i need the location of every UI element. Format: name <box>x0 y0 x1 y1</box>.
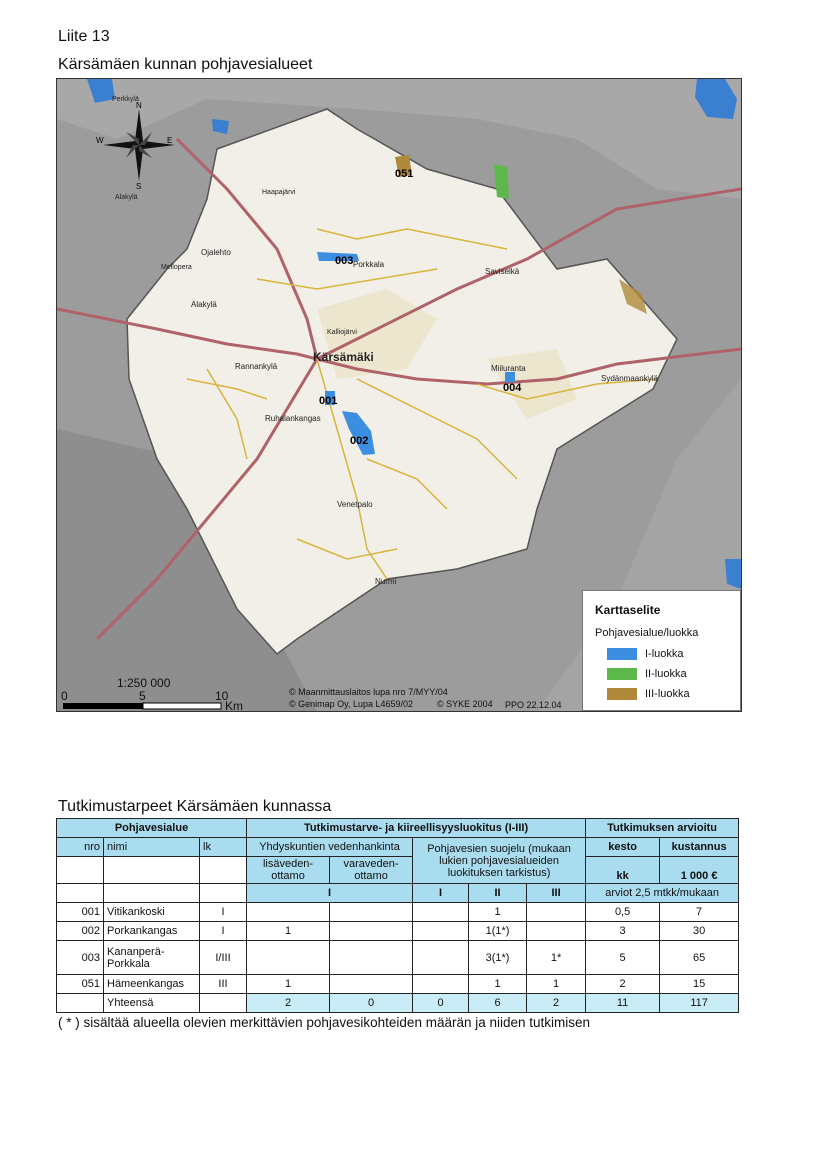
place-karsamaki: Kärsämäki <box>313 350 374 364</box>
credit-ppo: PPO 22.12.04 <box>505 700 562 710</box>
total-row <box>57 994 739 1013</box>
cell-kustannus: 7 <box>660 903 739 922</box>
header-lisavedenottamo: lisäveden-ottamo <box>247 857 330 884</box>
cell-lk: I/III <box>200 941 247 975</box>
cell-kesto: 5 <box>586 941 660 975</box>
cell-total-s3: 2 <box>527 994 586 1013</box>
cell-nro: 002 <box>57 922 104 941</box>
table-row <box>57 975 739 994</box>
cell-lisa <box>247 941 330 975</box>
header-row-4 <box>57 884 739 903</box>
place-venetpalo: Venetpalo <box>337 500 373 509</box>
cell-s1 <box>413 941 469 975</box>
cell-s2: 1(1*) <box>469 922 527 941</box>
cell-s2: 1 <box>469 903 527 922</box>
cell-nimi: Kananperä-Porkkala <box>104 941 200 975</box>
legend-label: I-luokka <box>645 648 684 660</box>
area-label-051: 051 <box>395 168 414 180</box>
compass-n: N <box>136 101 142 110</box>
table-title: Tutkimustarpeet Kärsämäen kunnassa <box>58 798 332 815</box>
area-label-003: 003 <box>335 255 354 267</box>
compass-e: E <box>167 136 173 145</box>
legend-label: II-luokka <box>645 668 687 680</box>
header-duration: kesto <box>586 838 660 857</box>
legend-title: Karttaselite <box>595 603 661 617</box>
header-note: arviot 2,5 mtkk/mukaan <box>586 884 739 903</box>
legend-subtitle: Pohjavesialue/luokka <box>595 627 699 639</box>
header-cost: kustannus <box>660 838 739 857</box>
groundwater-map <box>56 78 742 712</box>
place-sydanmaankyla: Sydänmaankylä <box>601 374 658 383</box>
header-class-iii: III <box>527 884 586 903</box>
header-nro: nro <box>57 838 104 857</box>
place-nurmi: Nurmi <box>375 577 397 586</box>
cell-lisa: 1 <box>247 922 330 941</box>
header-lk: lk <box>200 838 247 857</box>
cell-kesto: 0,5 <box>586 903 660 922</box>
cell-vara <box>330 975 413 994</box>
place-perkkyla: Perkkylä <box>112 96 139 103</box>
header-empty <box>200 884 247 903</box>
cell-lk: III <box>200 975 247 994</box>
header-nimi: nimi <box>104 838 200 857</box>
credit-genimap: © Genimap Oy, Lupa L4659/02 <box>289 699 414 709</box>
legend-swatch-green <box>607 668 637 680</box>
cell-s3: 1 <box>527 975 586 994</box>
scale-bar <box>63 703 221 709</box>
cell-s1 <box>413 903 469 922</box>
cell-vara <box>330 903 413 922</box>
credit-mml: © Maanmittauslaitos lupa nro 7/MYY/04 <box>289 687 448 697</box>
cell-lisa <box>247 903 330 922</box>
header-pohjavesialue: Pohjavesialue <box>57 819 247 838</box>
cell-total-lisa: 2 <box>247 994 330 1013</box>
cell-vara <box>330 922 413 941</box>
cell-empty <box>57 994 104 1013</box>
header-row-1 <box>57 819 739 838</box>
header-empty <box>104 857 200 884</box>
groundwater-area-004 <box>505 372 515 382</box>
cell-s2: 3(1*) <box>469 941 527 975</box>
footnote: ( * ) sisältää alueella olevien merkittävien pohjavesikohteiden määrän ja niiden tutkimisen <box>58 1015 591 1030</box>
header-protection: Pohjavesien suojelu (mukaan lukien pohjavesialueiden luokituksen tarkistus) <box>413 838 586 884</box>
area-label-001: 001 <box>319 395 338 407</box>
cell-kustannus: 30 <box>660 922 739 941</box>
header-classification: Tutkimustarve- ja kiireellisyysluokitus (I-III) <box>247 819 586 838</box>
cell-s1 <box>413 975 469 994</box>
header-class-i: I <box>413 884 469 903</box>
place-porkkala: Porkkala <box>353 260 385 269</box>
cell-lisa: 1 <box>247 975 330 994</box>
map-title: Kärsämäen kunnan pohjavesialueet <box>58 56 313 73</box>
cell-total-kustannus: 117 <box>660 994 739 1013</box>
place-mellopera: Mellopera <box>161 264 192 271</box>
header-empty <box>104 884 200 903</box>
header-estimate: Tutkimuksen arvioitu <box>586 819 739 838</box>
cell-nro: 003 <box>57 941 104 975</box>
header-row-2 <box>57 838 739 857</box>
cell-s3: 1* <box>527 941 586 975</box>
legend-swatch-blue <box>607 648 637 660</box>
research-needs-table <box>56 818 739 1013</box>
cell-nro: 051 <box>57 975 104 994</box>
legend-item-class-2 <box>607 667 687 681</box>
place-alakyla: Alakylä <box>191 300 217 309</box>
cell-nimi: Porkankangas <box>104 922 200 941</box>
header-empty <box>200 857 247 884</box>
table-row <box>57 903 739 922</box>
place-alakyla-nw: Alakylä <box>115 194 138 201</box>
header-empty <box>57 884 104 903</box>
compass-w: W <box>96 136 104 145</box>
place-miiluranta: Miiluranta <box>491 364 526 373</box>
scale-tick-0: 0 <box>61 689 68 703</box>
header-cost-unit: 1 000 € <box>660 857 739 884</box>
legend-swatch-brown <box>607 688 637 700</box>
scale-tick-10: 10 <box>215 689 229 703</box>
header-class-ii: II <box>469 884 527 903</box>
cell-total-label: Yhteensä <box>104 994 200 1013</box>
scale-ratio: 1:250 000 <box>117 676 171 690</box>
scale-unit: Km <box>225 699 243 712</box>
cell-kustannus: 15 <box>660 975 739 994</box>
place-kalliojarvi: Kalliojärvi <box>327 329 357 336</box>
area-label-002: 002 <box>350 435 369 447</box>
map-legend <box>582 590 741 711</box>
cell-kesto: 3 <box>586 922 660 941</box>
place-ruhalankangas: Ruhalankangas <box>265 414 321 423</box>
table-row <box>57 941 739 975</box>
legend-label: III-luokka <box>645 688 690 700</box>
cell-nimi: Vitikankoski <box>104 903 200 922</box>
header-class-i-supply: I <box>247 884 413 903</box>
place-saviselka: Saviselkä <box>485 267 520 276</box>
cell-total-vara: 0 <box>330 994 413 1013</box>
cell-s3 <box>527 922 586 941</box>
place-ojalehto: Ojalehto <box>201 248 231 257</box>
header-varavedenottamo: varaveden-ottamo <box>330 857 413 884</box>
header-kk: kk <box>586 857 660 884</box>
legend-item-class-1 <box>607 647 684 661</box>
cell-kustannus: 65 <box>660 941 739 975</box>
cell-lk: I <box>200 922 247 941</box>
cell-nimi: Hämeenkangas <box>104 975 200 994</box>
legend-item-class-3 <box>607 687 690 701</box>
cell-nro: 001 <box>57 903 104 922</box>
header-empty <box>57 857 104 884</box>
cell-lk: I <box>200 903 247 922</box>
table-row <box>57 922 739 941</box>
attachment-label: Liite 13 <box>58 28 110 45</box>
cell-total-s2: 6 <box>469 994 527 1013</box>
cell-empty <box>200 994 247 1013</box>
header-supply: Yhdyskuntien vedenhankinta <box>247 838 413 857</box>
scale-tick-5: 5 <box>139 689 146 703</box>
place-haapajarvi: Haapajärvi <box>262 189 296 196</box>
place-rannankyla: Rannankylä <box>235 362 278 371</box>
cell-vara <box>330 941 413 975</box>
cell-s1 <box>413 922 469 941</box>
cell-total-kesto: 11 <box>586 994 660 1013</box>
credit-syke: © SYKE 2004 <box>437 699 493 709</box>
cell-s2: 1 <box>469 975 527 994</box>
cell-kesto: 2 <box>586 975 660 994</box>
area-label-004: 004 <box>503 382 522 394</box>
compass-s: S <box>136 182 142 191</box>
cell-s3 <box>527 903 586 922</box>
header-row-3 <box>57 857 739 884</box>
cell-total-s1: 0 <box>413 994 469 1013</box>
